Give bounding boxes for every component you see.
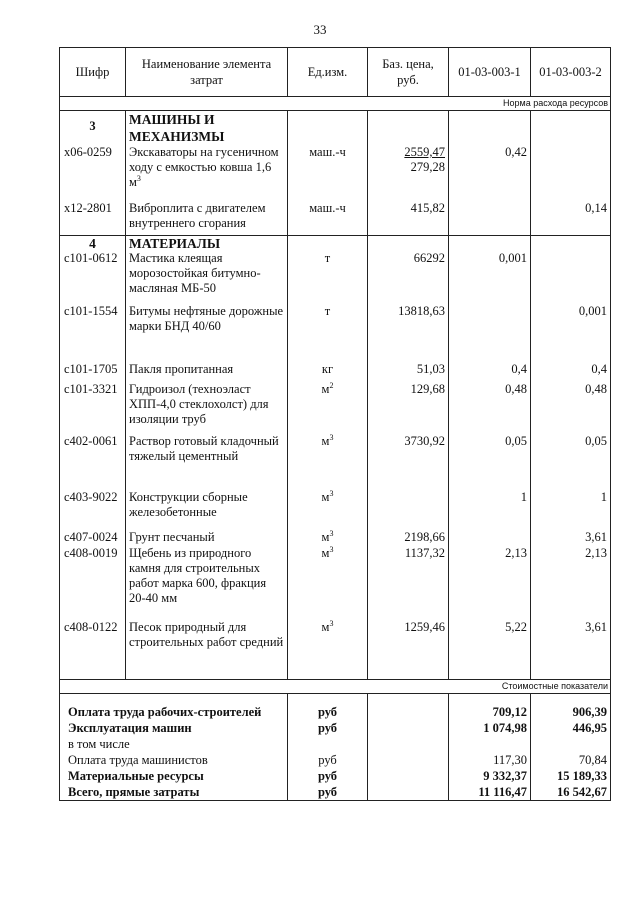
norm-subheader: Норма расхода ресурсов [60,97,611,111]
header-name: Наименование элемента затрат [126,48,288,97]
section-3-title: МАШИНЫ И МЕХАНИЗМЫ [126,111,288,146]
estimate-table-wrapper [59,47,610,801]
section-3-number: 3 [60,111,126,146]
row-value-1 [449,197,531,235]
summary-label: в том числе [60,736,288,752]
row-name: Битумы нефтяные дорожные марки БНД 40/60 [126,304,288,362]
summary-value-1: 1 074,98 [449,720,531,736]
row-value-2: 3,61 [531,530,611,546]
summary-row [60,784,611,801]
summary-label: Материальные ресурсы [60,768,288,784]
row-code: с101-0612 [60,251,126,304]
row-code: х06-0259 [60,145,126,197]
row-price: 66292 [368,251,449,304]
summary-row [60,704,611,720]
row-value-2: 0,001 [531,304,611,362]
section-4-title: МАТЕРИАЛЫ [126,235,288,251]
table-header-row [60,48,611,97]
row-value-2 [531,251,611,304]
row-value-2: 0,4 [531,362,611,382]
row-price: 129,68 [368,382,449,434]
norm-subheader-row [60,97,611,111]
row-value-1 [449,530,531,546]
summary-row [60,752,611,768]
row-code: с101-1705 [60,362,126,382]
table-row [60,304,611,362]
row-value-1: 2,13 [449,546,531,620]
summary-value-2: 446,95 [531,720,611,736]
summary-row [60,720,611,736]
row-price: 1137,32 [368,546,449,620]
row-code: с101-3321 [60,382,126,434]
row-value-2: 1 [531,490,611,530]
section-3-title-row [60,111,611,146]
summary-value-1 [449,736,531,752]
row-name: Песок природный для строительных работ средний [126,620,288,680]
header-code: Шифр [60,48,126,97]
row-name: Грунт песчаный [126,530,288,546]
row-name: Щебень из природного камня для строительных работ марка 600, фракция 20-40 мм [126,546,288,620]
summary-unit [288,736,368,752]
row-code: с408-0122 [60,620,126,680]
row-name: Гидроизол (техноэласт ХПП-4,0 стеклохолст) для изоляции труб [126,382,288,434]
summary-unit: руб [288,784,368,801]
row-unit: т [288,251,368,304]
row-value-1: 0,48 [449,382,531,434]
table-row [60,382,611,434]
row-unit: кг [288,362,368,382]
summary-row [60,736,611,752]
row-price: 415,82 [368,197,449,235]
header-col1: 01-03-003-1 [449,48,531,97]
header-col2: 01-03-003-2 [531,48,611,97]
row-code: с101-1554 [60,304,126,362]
row-price: 3730,92 [368,434,449,490]
table-row [60,490,611,530]
summary-label: Эксплуатация машин [60,720,288,736]
summary-label: Оплата труда машинистов [60,752,288,768]
row-code: с407-0024 [60,530,126,546]
summary-unit: руб [288,768,368,784]
row-value-2: 0,05 [531,434,611,490]
table-row [60,434,611,490]
header-price: Баз. цена, руб. [368,48,449,97]
table-row [60,251,611,304]
table-row [60,362,611,382]
summary-unit: руб [288,720,368,736]
row-code: с408-0019 [60,546,126,620]
row-price: 2198,66 [368,530,449,546]
row-value-1: 0,05 [449,434,531,490]
summary-row [60,768,611,784]
row-unit: $м^2$ [288,382,368,434]
row-name: Виброплита с двигателем внутреннего сгорания [126,197,288,235]
row-value-2: 0,48 [531,382,611,434]
summary-unit: руб [288,704,368,720]
row-name: Мастика клеящая морозостойкая битумно-масляная МБ-50 [126,251,288,304]
row-value-1: 5,22 [449,620,531,680]
row-value-2: 2,13 [531,546,611,620]
summary-value-2: 15 189,33 [531,768,611,784]
row-value-1: 0,4 [449,362,531,382]
row-value-2: 0,14 [531,197,611,235]
summary-value-1: 709,12 [449,704,531,720]
table-row [60,620,611,680]
row-code: х12-2801 [60,197,126,235]
row-value-2: 3,61 [531,620,611,680]
row-code: с402-0061 [60,434,126,490]
summary-value-2: 16 542,67 [531,784,611,801]
summary-value-1: 11 116,47 [449,784,531,801]
row-unit: $м^3$ [288,490,368,530]
cost-subheader-row [60,680,611,694]
estimate-table [59,47,611,801]
table-row [60,530,611,546]
table-row [60,546,611,620]
row-price [368,490,449,530]
row-name: Раствор готовый кладочный тяжелый цементный [126,434,288,490]
summary-value-2: 906,39 [531,704,611,720]
summary-label: Оплата труда рабочих-строителей [60,704,288,720]
row-price: 51,03 [368,362,449,382]
row-value-1: 1 [449,490,531,530]
table-row [60,197,611,235]
table-row [60,145,611,197]
cost-subheader: Стоимостные показатели [60,680,611,694]
summary-unit: руб [288,752,368,768]
row-name: Экскаваторы на гусеничном ходу с емкостью ковша 1,6 $м^3$ [126,145,288,197]
page-number: 33 [313,22,327,37]
header-unit: Ед.изм. [288,48,368,97]
section-4-title-row [60,235,611,251]
row-unit: $м^3$ [288,546,368,620]
row-value-1: 0,001 [449,251,531,304]
summary-value-2: 70,84 [531,752,611,768]
section-4-number: 4 [60,235,126,251]
summary-gap-row [60,694,611,705]
row-unit: $м^3$ [288,530,368,546]
row-unit: маш.-ч [288,197,368,235]
row-unit: $м^3$ [288,620,368,680]
row-value-1 [449,304,531,362]
row-unit: маш.-ч [288,145,368,197]
row-price: 2559,47 279,28 [368,145,449,197]
row-unit: т [288,304,368,362]
row-unit: $м^3$ [288,434,368,490]
row-price: 13818,63 [368,304,449,362]
summary-value-1: 117,30 [449,752,531,768]
summary-value-2 [531,736,611,752]
row-name: Пакля пропитанная [126,362,288,382]
row-value-1: 0,42 [449,145,531,197]
summary-value-1: 9 332,37 [449,768,531,784]
row-code: с403-9022 [60,490,126,530]
row-name: Конструкции сборные железобетонные [126,490,288,530]
row-price: 1259,46 [368,620,449,680]
summary-label: Всего, прямые затраты [60,784,288,801]
row-value-2 [531,145,611,197]
